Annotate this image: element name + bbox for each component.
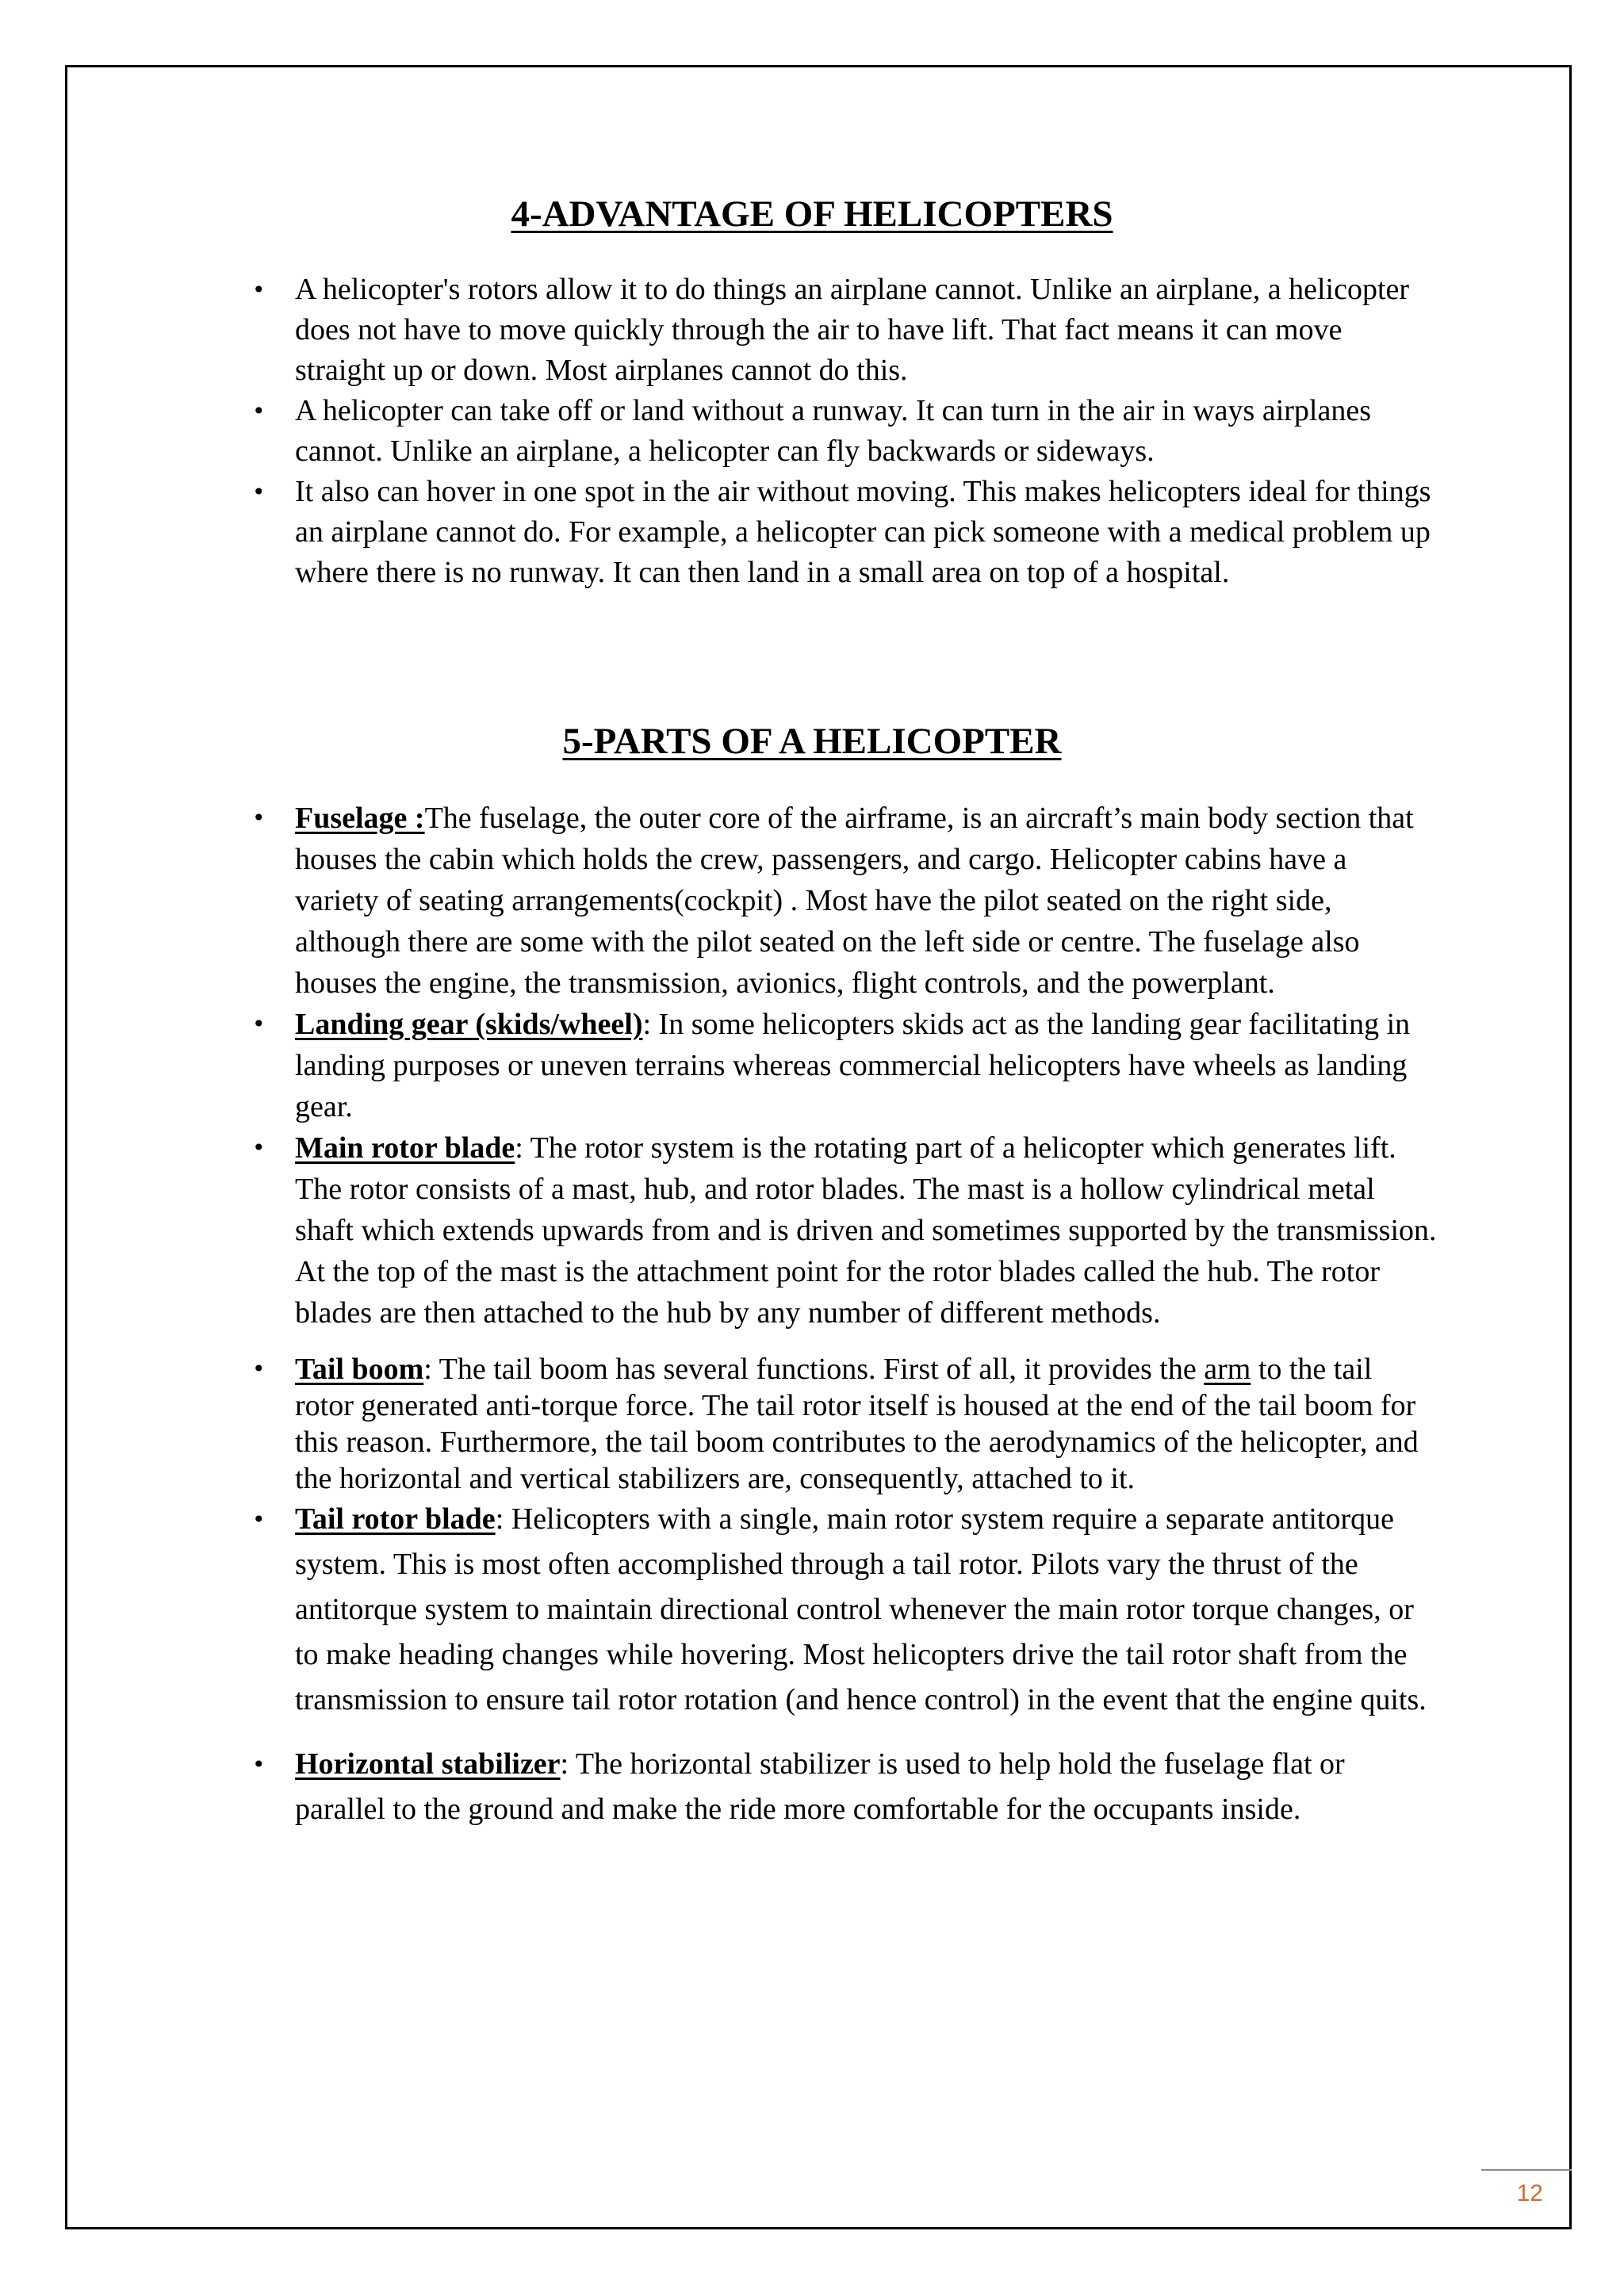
bullet-icon: • (252, 398, 266, 424)
section-heading-parts (0, 723, 1624, 760)
bullet-icon: • (252, 805, 266, 831)
list-item (252, 1004, 1437, 1127)
bullet-icon: • (252, 277, 266, 303)
list-item: • A helicopter's rotors allow it to do things an airplane cannot. Unlike an airplane, a helicopter does not have to move quickly through the air to have lift. That fact means it can move straight up or down. Most airplanes cannot do this. (295, 270, 1437, 391)
section-title: 5-PARTS OF A HELICOPTER (562, 721, 1062, 762)
page-number: 12 (1516, 2180, 1543, 2206)
list-item (252, 798, 1437, 1004)
section-heading-advantages (0, 193, 1624, 235)
part-description: to the tail rotor generated anti-torque force. The tail rotor itself is housed at the end of the tail boom for this reason. Furthermore, the tail boom contributes to the aerodynamics of the helicopter, and the horizontal and vertical stabilizers are, consequently, attached to it. (295, 1353, 1419, 1495)
list-item (252, 1127, 1437, 1334)
part-term: Fuselage : (295, 802, 425, 835)
part-term: Tail rotor blade (295, 1502, 496, 1536)
part-description: : The rotor system is the rotating part of a helicopter which generates lift. The rotor consists of a mast, hub, and rotor blades. The mast is a hollow cylindrical metal shaft which extends upwards from and is driven and sometimes supported by the transmission. At the top of the mast is the attachment point for the rotor blades called the hub. The rotor blades are then attached to the hub by any number of different methods. (295, 1131, 1437, 1330)
list-item (252, 1351, 1437, 1497)
underlined-word: arm (1204, 1353, 1251, 1386)
advantages-list (252, 270, 1437, 593)
bullet-icon: • (252, 1011, 266, 1037)
part-description: : Helicopters with a single, main rotor system require a separate antitorque system. This is most often accomplished through a tail rotor. Pilots vary the thrust of the antitorque system to maintain directional control whenever the main rotor torque changes, or to make heading changes while hovering. Most helicopters drive the tail rotor shaft from the transmission to ensure tail rotor rotation (and hence control) in the event that the engine quits. (295, 1502, 1427, 1716)
part-description: : In some helicopters skids act as the landing gear facilitating in landing purposes or uneven terrains whereas commercial helicopters have wheels as landing gear. (295, 1008, 1411, 1123)
bullet-icon: • (252, 1506, 266, 1533)
bullet-icon: • (252, 1751, 266, 1777)
part-term: Tail boom (295, 1353, 424, 1386)
parts-list (252, 798, 1437, 1832)
part-term: Main rotor blade (295, 1131, 515, 1165)
list-item: • A helicopter can take off or land without a runway. It can turn in the air in ways airplanes cannot. Unlike an airplane, a helicopter can fly backwards or sideways. (295, 391, 1437, 472)
list-item: • It also can hover in one spot in the air without moving. This makes helicopters ideal for things an airplane cannot do. For example, a helicopter can pick someone with a medical problem up where there is no runway. It can then land in a small area on top of a hospital. (295, 472, 1437, 593)
section-title: 4-ADVANTAGE OF HELICOPTERS (511, 193, 1113, 235)
part-description: The fuselage, the outer core of the airframe, is an aircraft’s main body section that houses the cabin which holds the crew, passengers, and cargo. Helicopter cabins have a variety of seating arrangements(cockpit) . Most have the pilot seated on the right side, although there are some with the pilot seated on the left side or centre. The fuselage also houses the engine, the transmission, avionics, flight controls, and the powerplant. (295, 802, 1414, 1000)
list-item (252, 1497, 1437, 1723)
list-item (252, 1742, 1437, 1832)
page-footer (1481, 2169, 1572, 2209)
part-description: : The horizontal stabilizer is used to help hold the fuselage flat or parallel to the ground and make the ride more comfortable for the occupants inside. (295, 1747, 1345, 1826)
bullet-icon: • (252, 1356, 266, 1382)
bullet-icon: • (252, 1135, 266, 1161)
part-term: Horizontal stabilizer (295, 1747, 561, 1781)
part-term: Landing gear (skids/wheel) (295, 1008, 643, 1041)
bullet-icon: • (252, 479, 266, 505)
part-description: : The tail boom has several functions. First of all, it provides the (423, 1353, 1205, 1386)
